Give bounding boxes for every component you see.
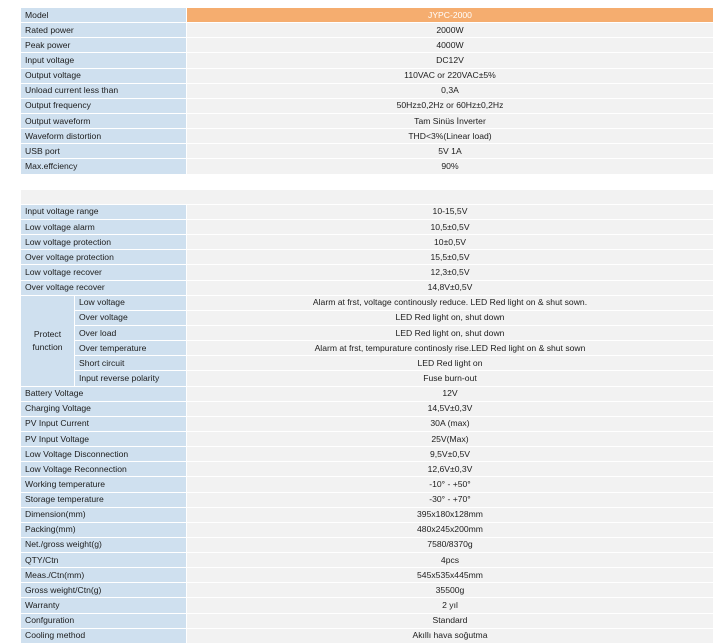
spec-row (21, 628, 714, 643)
spec-row (21, 280, 714, 295)
spec-value: 12,3±0,5V (187, 265, 714, 280)
spec-value: 10,5±0,5V (187, 219, 714, 234)
spec-label: Peak power (21, 38, 187, 53)
spec-row (21, 553, 714, 568)
spacer-cell (21, 174, 714, 189)
spec-row (21, 159, 714, 174)
spec-label: Packing(mm) (21, 522, 187, 537)
spec-row (21, 598, 714, 613)
spec-value: 30A (max) (187, 416, 714, 431)
spec-value: 110VAC or 220VAC±5% (187, 68, 714, 83)
spec-label: Unload current less than (21, 83, 187, 98)
protect-row (21, 295, 714, 310)
spec-value: 545x535x445mm (187, 568, 714, 583)
spacer-cell (21, 189, 714, 204)
protect-row (21, 371, 714, 386)
protect-label: Short circuit (75, 356, 187, 371)
spec-value: 14,5V±0,3V (187, 401, 714, 416)
spec-label: Low voltage protection (21, 235, 187, 250)
spec-label: Cooling method (21, 628, 187, 643)
spec-label: Working temperature (21, 477, 187, 492)
spec-label: Input voltage range (21, 204, 187, 219)
spec-label: USB port (21, 144, 187, 159)
spec-label: Rated power (21, 23, 187, 38)
spec-label: Output waveform (21, 113, 187, 128)
protect-label: Over voltage (75, 310, 187, 325)
spec-row (21, 416, 714, 431)
spec-value: 2000W (187, 23, 714, 38)
spec-row (21, 522, 714, 537)
spec-row (21, 462, 714, 477)
spec-label: Confguration (21, 613, 187, 628)
spec-value: 12,6V±0,3V (187, 462, 714, 477)
spec-label: Net./gross weight(g) (21, 537, 187, 552)
protect-label: Input reverse polarity (75, 371, 187, 386)
spec-value: 2 yıl (187, 598, 714, 613)
spec-label: Output frequency (21, 98, 187, 113)
spec-row (21, 235, 714, 250)
spec-value: 25V(Max) (187, 431, 714, 446)
spec-value: 0,3A (187, 83, 714, 98)
spacer-row (21, 174, 714, 189)
spec-row (21, 492, 714, 507)
spec-row (21, 265, 714, 280)
spec-label: Max.effciency (21, 159, 187, 174)
spec-label: PV Input Voltage (21, 431, 187, 446)
spec-label: Low voltage recover (21, 265, 187, 280)
spec-row (21, 477, 714, 492)
spec-row (21, 53, 714, 68)
spec-label: Dimension(mm) (21, 507, 187, 522)
spec-value: 10-15,5V (187, 204, 714, 219)
spec-value: 50Hz±0,2Hz or 60Hz±0,2Hz (187, 98, 714, 113)
spec-row (21, 113, 714, 128)
spec-value: Akıllı hava soğutma (187, 628, 714, 643)
spec-row (21, 98, 714, 113)
spec-value: 9,5V±0,5V (187, 447, 714, 462)
protect-row (21, 310, 714, 325)
spec-value: 10±0,5V (187, 235, 714, 250)
spec-value: 35500g (187, 583, 714, 598)
spec-value: DC12V (187, 53, 714, 68)
spec-row (21, 23, 714, 38)
spec-label: Over voltage protection (21, 250, 187, 265)
spec-label: Charging Voltage (21, 401, 187, 416)
spec-value: -10° - +50° (187, 477, 714, 492)
spec-label: Warranty (21, 598, 187, 613)
spec-label: Battery Voltage (21, 386, 187, 401)
spec-value: 480x245x200mm (187, 522, 714, 537)
spec-row (21, 144, 714, 159)
spec-label: Gross weight/Ctn(g) (21, 583, 187, 598)
protect-row (21, 341, 714, 356)
spec-value: -30° - +70° (187, 492, 714, 507)
spec-label: PV Input Current (21, 416, 187, 431)
spec-row-model (21, 8, 714, 23)
spec-row (21, 204, 714, 219)
protect-group-label: Protect function (21, 295, 75, 386)
spec-row (21, 386, 714, 401)
protect-row (21, 325, 714, 340)
spec-value: 12V (187, 386, 714, 401)
spec-row (21, 447, 714, 462)
spec-value: 90% (187, 159, 714, 174)
spec-label: Input voltage (21, 53, 187, 68)
spec-table-body (21, 8, 714, 644)
spec-label: Storage temperature (21, 492, 187, 507)
protect-value: Alarm at frst, tempurature continosly rise.LED Red light on & shut sown (187, 341, 714, 356)
spec-value: 4000W (187, 38, 714, 53)
spec-label: Low voltage alarm (21, 219, 187, 234)
protect-label: Over load (75, 325, 187, 340)
spec-value: THD<3%(Linear load) (187, 129, 714, 144)
spec-row (21, 68, 714, 83)
spec-row (21, 129, 714, 144)
spec-label: Over voltage recover (21, 280, 187, 295)
spec-row (21, 401, 714, 416)
spec-row (21, 507, 714, 522)
spec-value: 395x180x128mm (187, 507, 714, 522)
spec-label: Waveform distortion (21, 129, 187, 144)
spec-label: Model (21, 8, 187, 23)
spec-row (21, 219, 714, 234)
protect-value: Alarm at frst, voltage continously reduce. LED Red light on & shut sown. (187, 295, 714, 310)
model-value: JYPC-2000 (187, 8, 714, 23)
protect-value: LED Red light on (187, 356, 714, 371)
spec-row (21, 250, 714, 265)
protect-row (21, 356, 714, 371)
spec-row (21, 583, 714, 598)
spec-row (21, 568, 714, 583)
spec-label: Low Voltage Reconnection (21, 462, 187, 477)
spec-row (21, 537, 714, 552)
spec-value: 14,8V±0,5V (187, 280, 714, 295)
spec-value: 5V 1A (187, 144, 714, 159)
spec-label: QTY/Ctn (21, 553, 187, 568)
spec-row (21, 38, 714, 53)
spec-table (20, 7, 714, 644)
spec-value: 15,5±0,5V (187, 250, 714, 265)
spec-row (21, 431, 714, 446)
spec-label: Low Voltage Disconnection (21, 447, 187, 462)
spec-label: Meas./Ctn(mm) (21, 568, 187, 583)
spacer-row (21, 189, 714, 204)
protect-value: LED Red light on, shut down (187, 310, 714, 325)
protect-value: Fuse burn-out (187, 371, 714, 386)
spec-label: Output voltage (21, 68, 187, 83)
spec-value: 7580/8370g (187, 537, 714, 552)
spec-value: Tam Sinüs İnverter (187, 113, 714, 128)
protect-value: LED Red light on, shut down (187, 325, 714, 340)
spec-row (21, 613, 714, 628)
protect-label: Over temperature (75, 341, 187, 356)
protect-label: Low voltage (75, 295, 187, 310)
spec-value: Standard (187, 613, 714, 628)
spec-value: 4pcs (187, 553, 714, 568)
spec-row (21, 83, 714, 98)
